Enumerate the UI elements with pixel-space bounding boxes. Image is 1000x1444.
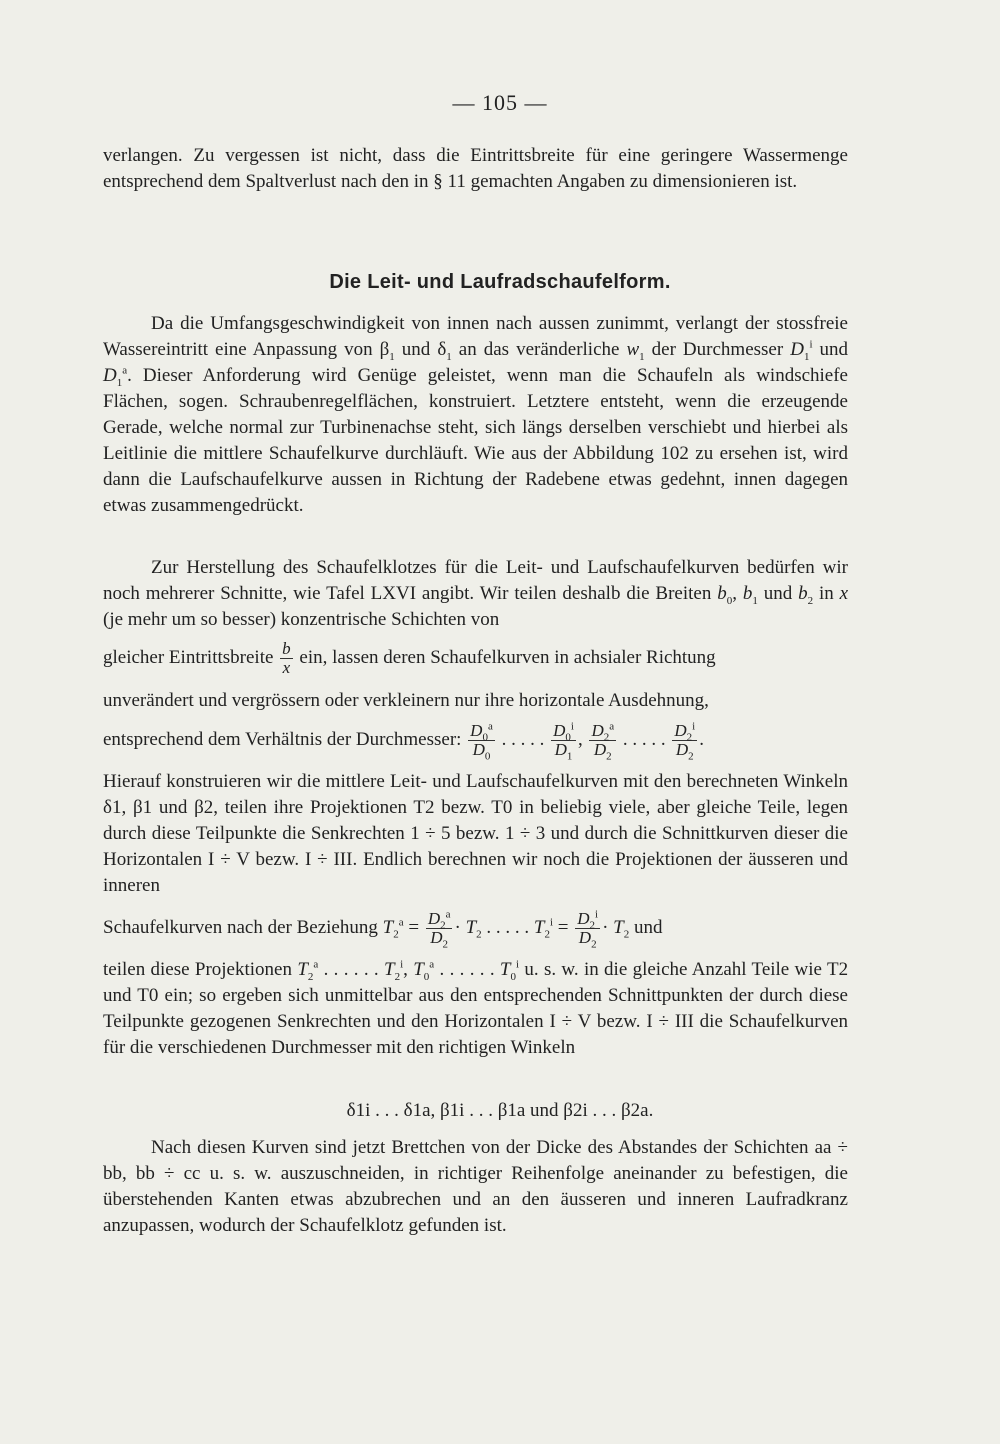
section-heading: Die Leit- und Laufradschaufelform. [329, 271, 671, 293]
line-beziehung: Schaufelkurven nach der Beziehung $T_2^a$ = $\frac{D_2^a}{D_2}$ · $T_2$ . . . . . $T_2^i$ = $\frac{D_2^i}{D_2}$ · $T_2$ und [103, 908, 663, 951]
fraction-b-over-x: $\frac{b}{x}$ [282, 639, 291, 677]
paragraph-intro: verlangen. Zu vergessen ist nicht, dass die Eintrittsbreite für eine geringere Wassermenge entsprechend dem Spaltverlust nach den in § 11 gemachten Angaben zu dimensionieren ist. [103, 145, 848, 192]
fraction-d0i-d1: $\frac{D_0^i}{D_1}$ [553, 720, 574, 763]
fraction-d2a-d2-b: $\frac{D_2^a}{D_2}$ [427, 908, 451, 951]
line-durchmesser-ratio: entsprechend dem Verhältnis der Durchmesser: $\frac{D_0^a}{D_0}$ . . . . . $\frac{D_0^i}{D_1}$ , $\frac{D_2^a}{D_2}$ . . . . . $\frac{D_2^i}{D_2}$ . [103, 720, 704, 763]
paragraph-brettchen: Nach diesen Kurven sind jetzt Brettchen von der Dicke des Abstandes der Schichten aa ÷ bb, bb ÷ cc u. s. w. auszuschneiden, in richtiger Reihenfolge aneinander zu befestigen, die überstehenden Kanten etwas abzubrechen und an den äusseren und inneren Laufradkranz anzupassen, wodurch der Schaufelklotz gefunden ist. [103, 1137, 848, 1236]
formula-angles: δ1i . . . δ1a, β1i . . . β1a und β2i . . . β2a. [346, 1100, 654, 1121]
paragraph-teilen: teilen diese Projektionen $T_2^a$ . . . . . . $T_2^i$, $T_0^a$ . . . . . . $T_0^i$ u. s. w. in die gleiche Anzahl Teile wie T2 und T0 ein; so ergeben sich unmittelbar aus den entsprechenden Schnittpunkten der durch diese Teilpunkte gezogenen Senkrechten und den Horizontalen I ÷ V bezw. I ÷ III die Schaufelkurven für die verschiedenen Durchmesser mit den richtigen Winkeln [103, 958, 849, 1058]
paragraph-herstellung: Zur Herstellung des Schaufelklotzes für die Leit- und Laufschaufelkurven bedürfen wir noch mehrerer Schnitte, wie Tafel LXVI angibt. Wir teilen deshalb die Breiten $b_0$, $b_1$ und $b_2$ in x (je mehr um so besser) konzentrische Schichten von [103, 557, 849, 630]
fraction-d2i-d2: $\frac{D_2^i}{D_2}$ [674, 720, 696, 763]
fraction-d2i-d2-b: $\frac{D_2^i}{D_2}$ [577, 908, 599, 951]
paragraph-hierauf: Hierauf konstruieren wir die mittlere Leit- und Laufschaufelkurven mit den berechneten Winkeln δ1, β1 und β2, teilen ihre Projektionen T2 bezw. T0 in beliebig viele, aber gleiche Teile, legen durch diese Teilpunkte die Senkrechten 1 ÷ 5 bezw. 1 ÷ 3 und durch die Schnittkurven dieser die Horizontalen I ÷ V bezw. I ÷ III. Endlich berechnen wir noch die Projektionen der äusseren und inneren [103, 771, 848, 896]
line-unveraendert: unverändert und vergrössern oder verkleinern nur ihre horizontale Ausdehnung, [103, 690, 709, 711]
page-number: — 105 — [452, 90, 548, 115]
line-eintrittsbreite: gleicher Eintrittsbreite $\frac{b}{x}$ ein, lassen deren Schaufelkurven in achsialer Richtung [103, 639, 716, 677]
paragraph-anpassung: Da die Umfangsgeschwindigkeit von innen nach aussen zunimmt, verlangt der stossfreie Wassereintritt eine Anpassung von $\beta_1$ und $\delta_1$ an das veränderliche $w_1$ der Durchmesser $D_1^i$ und $D_1^a$. Dieser Anforderung wird Genüge geleistet, wenn man die Schaufeln als windschiefe Flächen, sogen. Schraubenregelflächen, konstruiert. Letztere entsteht, wenn die erzeugende Gerade, welche normal zur Turbinenachse steht, sich längs derselben verschiebt und hierbei als Leitlinie die mittlere Schaufelkurve durchläuft. Wie aus der Abbildung 102 zu ersehen ist, wird dann die Laufschaufelkurve aussen in Richtung der Radebene etwas gedehnt, innen dagegen etwas zusammengedrückt. [103, 313, 849, 516]
fraction-d0a-d0: $\frac{D_0^a}{D_0}$ [470, 720, 493, 763]
fraction-d2a-d2: $\frac{D_2^a}{D_2}$ [591, 720, 615, 763]
